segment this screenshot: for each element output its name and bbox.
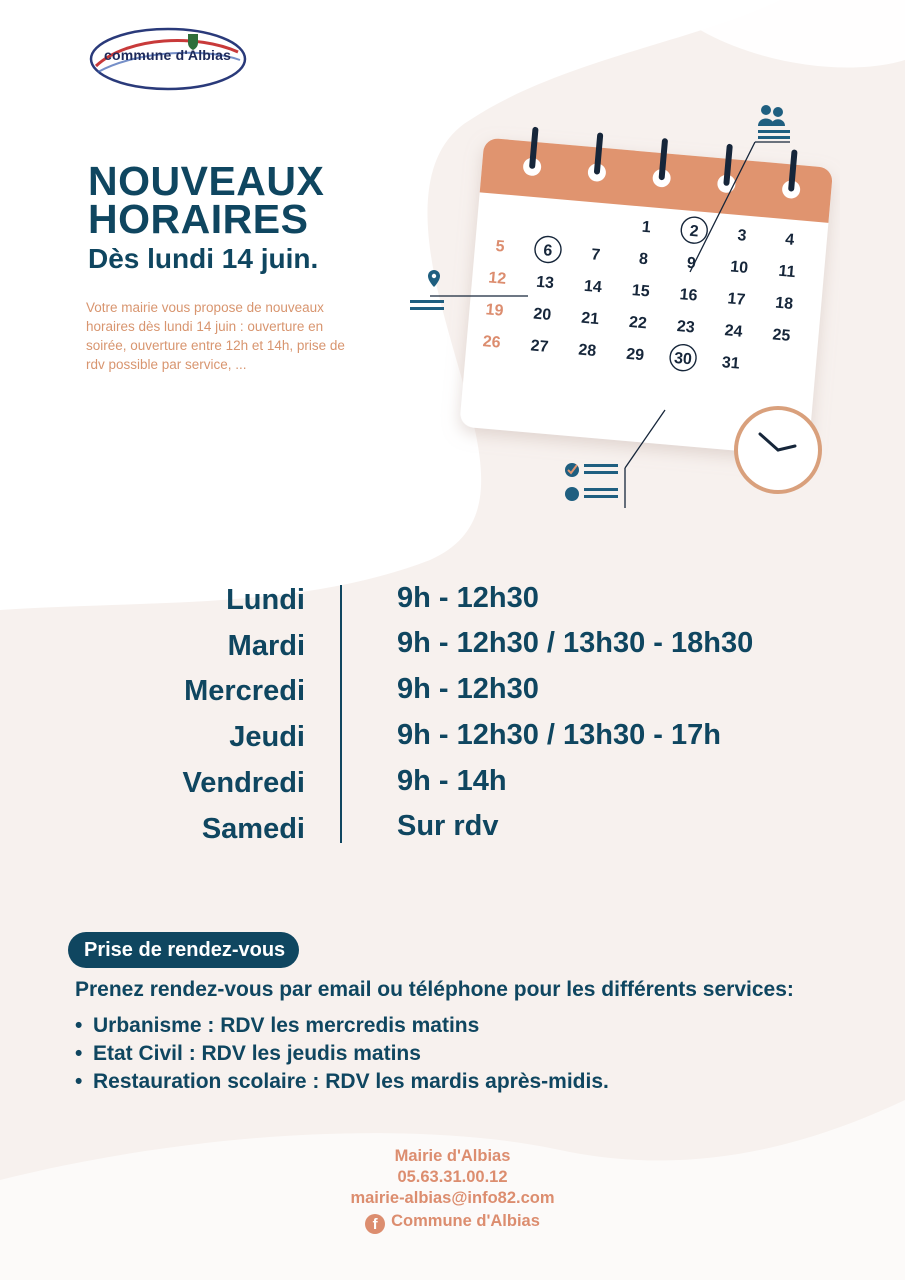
title-line-2: HORAIRES [88, 196, 309, 242]
day-label-jeudi: Jeudi [229, 721, 305, 753]
hours-jeudi: 9h - 12h30 / 13h30 - 17h [397, 719, 721, 751]
calendar-day-number: 10 [729, 258, 749, 277]
calendar-day-number: 27 [529, 337, 550, 356]
calendar-day-number: 23 [676, 318, 696, 337]
calendar-day-number: 26 [482, 333, 502, 352]
calendar-day-number: 28 [577, 341, 597, 361]
calendar-day-number: 3 [736, 226, 748, 245]
title-line-1: NOUVEAUX [88, 158, 325, 204]
users-icon [758, 105, 790, 139]
services-list [75, 1012, 609, 1096]
day-label-mardi: Mardi [227, 630, 305, 662]
calendar-day-number: 20 [532, 305, 552, 324]
footer-email[interactable]: mairie-albias@info82.com [350, 1189, 555, 1207]
calendar-day-number: 29 [625, 345, 645, 365]
footer-name: Mairie d'Albias [394, 1147, 511, 1165]
hours-mardi: 9h - 12h30 / 13h30 - 18h30 [397, 627, 754, 659]
day-label-mercredi: Mercredi [184, 675, 305, 707]
calendar-illustration [400, 100, 840, 520]
calendar-day-number: 11 [777, 262, 797, 282]
checklist-icon [565, 463, 618, 501]
day-label-lundi: Lundi [226, 584, 305, 616]
calendar-day-number: 6 [542, 242, 554, 260]
hours-samedi: Sur rdv [397, 810, 499, 842]
day-label-vendredi: Vendredi [182, 767, 305, 799]
page-title [88, 158, 325, 242]
appointments-badge: Prise de rendez-vous [68, 932, 299, 968]
hours-lundi: 9h - 12h30 [397, 582, 539, 614]
footer-facebook[interactable] [0, 1211, 905, 1234]
calendar-day-number: 21 [580, 309, 600, 329]
calendar-day-number: 22 [628, 313, 648, 333]
calendar-day-number: 8 [638, 250, 649, 269]
calendar-day-number: 7 [590, 246, 601, 265]
day-label-samedi: Samedi [201, 813, 305, 845]
list-item: • Restauration scolaire : RDV les mardis après-midis. [75, 1068, 609, 1096]
calendar-day-number: 2 [688, 222, 700, 241]
calendar-day-number: 13 [535, 273, 555, 293]
calendar-day-number: 16 [678, 286, 699, 305]
location-pin-icon [410, 270, 444, 310]
logo-text: commune d'Albias [104, 47, 232, 63]
opening-hours-table [0, 578, 905, 858]
intro-paragraph: Votre mairie vous propose de nouveaux horaires dès lundi 14 juin : ouverture en soirée, ouverture entre 12h et 14h, prise de rdv possible par service, ... [86, 300, 345, 372]
hours-mercredi: 9h - 12h30 [397, 673, 539, 705]
footer-phone[interactable]: 05.63.31.00.12 [397, 1168, 508, 1186]
calendar-day-number: 15 [631, 281, 651, 301]
calendar-day-number: 1 [641, 218, 652, 237]
calendar-day-number: 17 [726, 290, 746, 309]
calendar-day-number: 30 [673, 349, 693, 369]
facebook-page-name: Commune d'Albias [391, 1212, 540, 1230]
calendar-day-number: 9 [686, 254, 697, 273]
calendar-day-number: 12 [487, 269, 507, 288]
calendar-day-number: 25 [771, 326, 791, 345]
calendar-day-number: 24 [723, 322, 744, 341]
hours-vendredi: 9h - 14h [397, 765, 507, 797]
start-date-subtitle: Dès lundi 14 juin. [88, 243, 319, 274]
calendar-day-number: 31 [721, 354, 741, 373]
calendar-day-number: 14 [583, 277, 603, 297]
list-item: • Urbanisme : RDV les mercredis matins [75, 1012, 609, 1040]
schedule-divider [340, 585, 342, 843]
calendar-day-number: 4 [784, 231, 795, 249]
calendar-day-number: 18 [774, 294, 794, 314]
calendar-day-number: 19 [484, 301, 505, 320]
calendar-day-number: 5 [494, 237, 506, 256]
facebook-icon: f [365, 1214, 385, 1234]
clock-icon [736, 408, 820, 492]
list-item: • Etat Civil : RDV les jeudis matins [75, 1040, 609, 1068]
appointments-lead: Prenez rendez-vous par email ou téléphone pour les différents services: [75, 978, 794, 1001]
